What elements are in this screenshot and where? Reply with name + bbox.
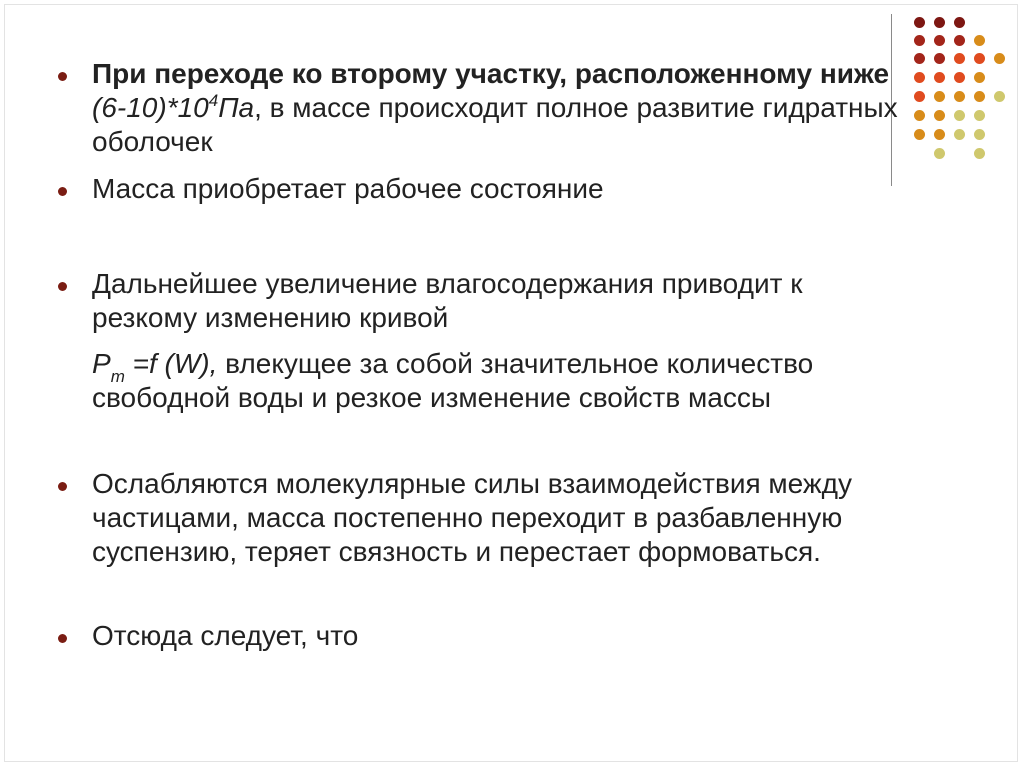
decorative-dot — [914, 72, 925, 83]
decorative-dot — [954, 110, 965, 121]
decorative-dot — [914, 17, 925, 28]
bullet-icon — [58, 282, 67, 291]
decorative-dot — [974, 110, 985, 121]
decorative-dot — [954, 72, 965, 83]
pressure-range: (6-10)*10 — [92, 92, 209, 123]
decorative-dot — [974, 148, 985, 159]
bullet-icon — [58, 187, 67, 196]
formula-symbol: P — [92, 348, 111, 379]
decorative-dot — [974, 91, 985, 102]
decorative-dot — [994, 53, 1005, 64]
pressure-exponent: 4 — [208, 90, 219, 110]
formula-function: =f (W), — [124, 348, 218, 379]
decorative-dot — [994, 91, 1005, 102]
decorative-dot — [914, 129, 925, 140]
decorative-dot — [914, 53, 925, 64]
pressure-unit: Па — [218, 92, 255, 123]
decorative-dot — [934, 17, 945, 28]
decorative-dot — [914, 91, 925, 102]
decorative-dot — [934, 35, 945, 46]
paragraph-1-rest: , в массе происходит полное развитие гидратных оболочек — [92, 92, 898, 157]
bullet-icon — [58, 634, 67, 643]
paragraph-3-continuation-text: влекущее за собой значительное количество свободной воды и резкое изменение свойств массы — [92, 348, 814, 413]
paragraph-1 — [92, 57, 907, 159]
paragraph-5: Отсюда следует, что — [92, 620, 359, 651]
decorative-dot — [954, 53, 965, 64]
decorative-dot — [954, 129, 965, 140]
bullet-icon — [58, 72, 67, 81]
decorative-dot — [974, 129, 985, 140]
decorative-dot — [974, 53, 985, 64]
paragraph-1-lead: При переходе ко второму участку, расположенному ниже — [92, 58, 890, 89]
decorative-dot — [954, 35, 965, 46]
decorative-dot — [914, 110, 925, 121]
paragraph-3-continuation — [92, 347, 907, 415]
decorative-dot — [974, 72, 985, 83]
decorative-dot — [954, 91, 965, 102]
decorative-dot — [934, 53, 945, 64]
formula-subscript: m — [110, 366, 125, 386]
decorative-dot — [934, 110, 945, 121]
decorative-dot — [954, 17, 965, 28]
decorative-dot — [934, 91, 945, 102]
paragraph-2: Масса приобретает рабочее состояние — [92, 173, 604, 204]
decorative-dot — [934, 72, 945, 83]
decorative-dot — [974, 35, 985, 46]
paragraph-3: Дальнейшее увеличение влагосодержания приводит к резкому изменению кривой — [92, 268, 803, 333]
decorative-dot — [934, 129, 945, 140]
bullet-icon — [58, 482, 67, 491]
decorative-dot — [914, 35, 925, 46]
decorative-dot — [934, 148, 945, 159]
paragraph-4: Ослабляются молекулярные силы взаимодействия между частицами, масса постепенно переходит в разбавленную суспензию, теряет связность и перестает формоваться. — [92, 468, 852, 567]
